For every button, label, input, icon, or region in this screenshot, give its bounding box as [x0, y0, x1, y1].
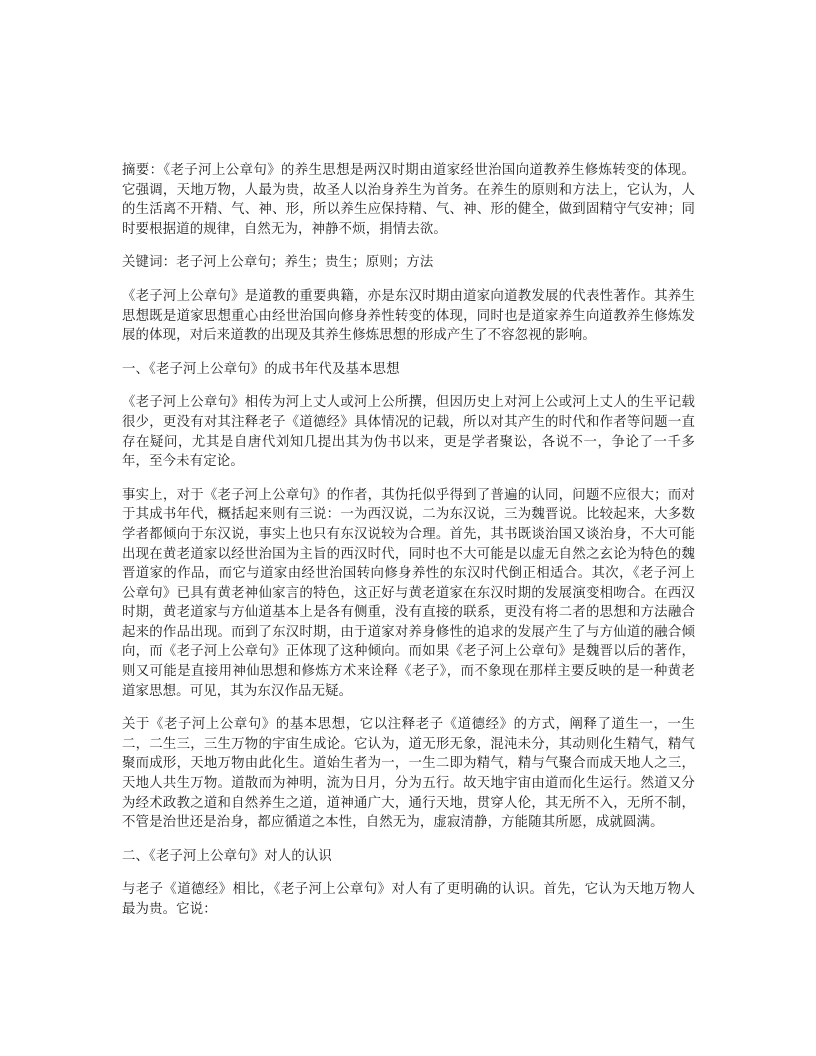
section-one-paragraph-3: 关于《老子河上公章句》的基本思想，它以注释老子《道德经》的方式，阐释了道生一，一生二，二生三，三生万物的宇宙生成论。它认为，道无形无象，混沌未分，其动则化生精气，精气聚而成形，天地万物由此化生。道始生者为一，一生二即为精气，精与气聚合而成天地人之三，天地人共生万物。道散而为神明，流为日月，分为五行。故天地宇宙由道而化生运行。然道又分为经术政教之道和自然养生之道，道神通广大，通行天地，贯穿人伦，其无所不入，无所不制，不管是治世还是治身，都应循道之本性，自然无为，虚寂清静，方能随其所愿，成就圆满。 [122, 716, 695, 830]
abstract-paragraph: 摘要：《老子河上公章句》的养生思想是两汉时期由道家经世治国向道教养生修炼转变的体现。它强调，天地万物，人最为贵，故圣人以治身养生为首务。在养生的原则和方法上，它认为，人的生活离不开精、气、神、形，所以养生应保持精、气、神、形的健全，做到固精守气安神；同时要根据道的规律，自然无为，神静不烦，捐情去欲。 [122, 162, 695, 236]
section-heading-one: 一、《老子河上公章句》的成书年代及基本思想 [122, 360, 400, 376]
section-two-paragraph-1: 与老子《道德经》相比，《老子河上公章句》对人有了更明确的认识。首先，它认为天地万物人最为贵。它说： [122, 881, 695, 916]
document-text-column [122, 160, 695, 919]
section-one-paragraph-1: 《老子河上公章句》相传为河上丈人或河上公所撰，但因历史上对河上公或河上丈人的生平记载很少，更没有对其注释老子《道德经》具体情况的记载，所以对其产生的时代和作者等问题一直存在疑问，尤其是自唐代刘知几提出其为伪书以来，更是学者聚讼，各说不一，争论了一千多年，至今未有定论。 [122, 394, 695, 469]
section-one-paragraph-2: 事实上，对于《老子河上公章句》的作者，其伪托似乎得到了普遍的认同，问题不应很大；而对于其成书年代，概括起来则有三说：一为西汉说，二为东汉说，三为魏晋说。比较起来，大多数学者都倾向于东汉说，事实上也只有东汉说较为合理。首先，其书既谈治国又谈治身，不大可能出现在黄老道家以经世治国为主旨的西汉时代，同时也不大可能是以虚无自然之玄论为特色的魏晋道家的作品，而它与道家由经世治国转向修身养性的东汉时代倒正相适合。其次，《老子河上公章句》已具有黄老神仙家言的特色，这正好与黄老道家在东汉时期的发展演变相吻合。在西汉时期，黄老道家与方仙道基本上是各有侧重，没有直接的联系，更没有将二者的思想和方法融合起来的作品出现。而到了东汉时期，由于道家对养身修性的追求的发展产生了与方仙道的融合倾向，而《老子河上公章句》正体现了这种倾向。而如果《老子河上公章句》是魏晋以后的著作，则又可能是直接用神仙思想和修炼方术来诠释《老子》，而不象现在那样主要反映的是一种黄老道家思想。可见，其为东汉作品无疑。 [122, 486, 695, 698]
keywords-paragraph: 关键词：老子河上公章句；养生；贵生；原则；方法 [122, 254, 434, 270]
section-heading-two: 二、《老子河上公章句》对人的认识 [122, 847, 332, 863]
intro-paragraph: 《老子河上公章句》是道教的重要典籍，亦是东汉时期由道家向道教发展的代表性著作。其养生思想既是道家思想重心由经世治国向修身养性转变的体现，同时也是道家养生向道教养生修炼发展的体现，对后来道教的出现及其养生修炼思想的形成产生了不容忽视的影响。 [122, 287, 695, 343]
